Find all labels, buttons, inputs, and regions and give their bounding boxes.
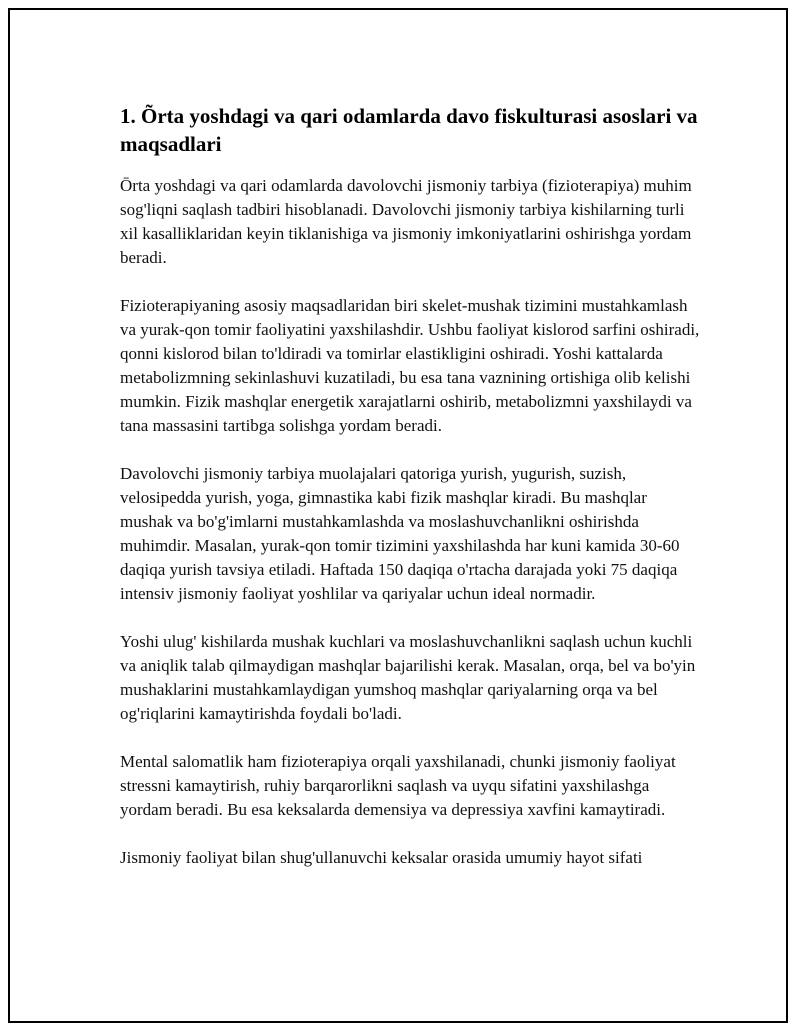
paragraph-exercises: Davolovchi jismoniy tarbiya muolajalari qatoriga yurish, yugurish, suzish, velosipedda yurish, yoga, gimnastika kabi fizik mashqlar kiradi. Bu mashqlar mushak va bo'g'imlarni mustahkamlashda va moslashuvchanlikni oshirishda muhimdir. Masalan, yurak-qon tomir tizimini yaxshilashda har kuni kamida 30-60 daqiqa yurish tavsiya etiladi. Haftada 150 daqiqa o'rtacha darajada yoki 75 daqiqa intensiv jismoniy faoliyat yoshlilar va qariyalar uchun ideal normadir. <box>120 464 680 603</box>
paragraph-elderly-muscles: Yoshi ulug' kishilarda mushak kuchlari va moslashuvchanlikni saqlash uchun kuchli va aniqlik talab qilmaydigan mashqlar bajarilishi kerak. Masalan, orqa, bel va bo'yin mushaklarini mustahkamlaydigan yumshoq mashqlar qariyalarning orqa va bel og'riqlarini kamaytirishda foydali bo'ladi. <box>120 632 696 723</box>
paragraph-goals: Fizioterapiyaning asosiy maqsadlaridan biri skelet-mushak tizimini mustahkamlash va yurak-qon tomir faoliyatini yaxshilashdir. Ushbu faoliyat kislorod sarfini oshiradi, qonni kislorod bilan to'ldiradi va tomirlar elastikligini oshiradi. Yoshi kattalarda metabolizmning sekinlashuvi kuzatiladi, bu esa tana vaznining ortishiga olib kelishi mumkin. Fizik mashqlar energetik xarajatlarni oshirib, metabolizmni yaxshilaydi va tana massasini tartibga solishga yordam beradi. <box>120 296 700 435</box>
document-page <box>8 8 788 1023</box>
section-heading: 1. Õrta yoshdagi va qari odamlarda davo fiskulturasi asoslari va maqsadlari <box>120 104 698 156</box>
paragraph-quality-of-life: Jismoniy faoliyat bilan shug'ullanuvchi keksalar orasida umumiy hayot sifati <box>120 848 643 867</box>
paragraph-mental-health: Mental salomatlik ham fizioterapiya orqali yaxshilanadi, chunki jismoniy faoliyat stressni kamaytirish, ruhiy barqarorlikni saqlash va uyqu sifatini yaxshilashga yordam beradi. Bu esa keksalarda demensiya va depressiya xavfini kamaytiradi. <box>120 752 676 819</box>
paragraph-intro: Ōrta yoshdagi va qari odamlarda davolovchi jismoniy tarbiya (fizioterapiya) muhim sog'liqni saqlash tadbiri hisoblanadi. Davolovchi jismoniy tarbiya kishilarning turli xil kasalliklaridan keyin tiklanishiga va jismoniy imkoniyatlarini oshirishga yordam beradi. <box>120 176 692 267</box>
document-body <box>120 102 700 894</box>
